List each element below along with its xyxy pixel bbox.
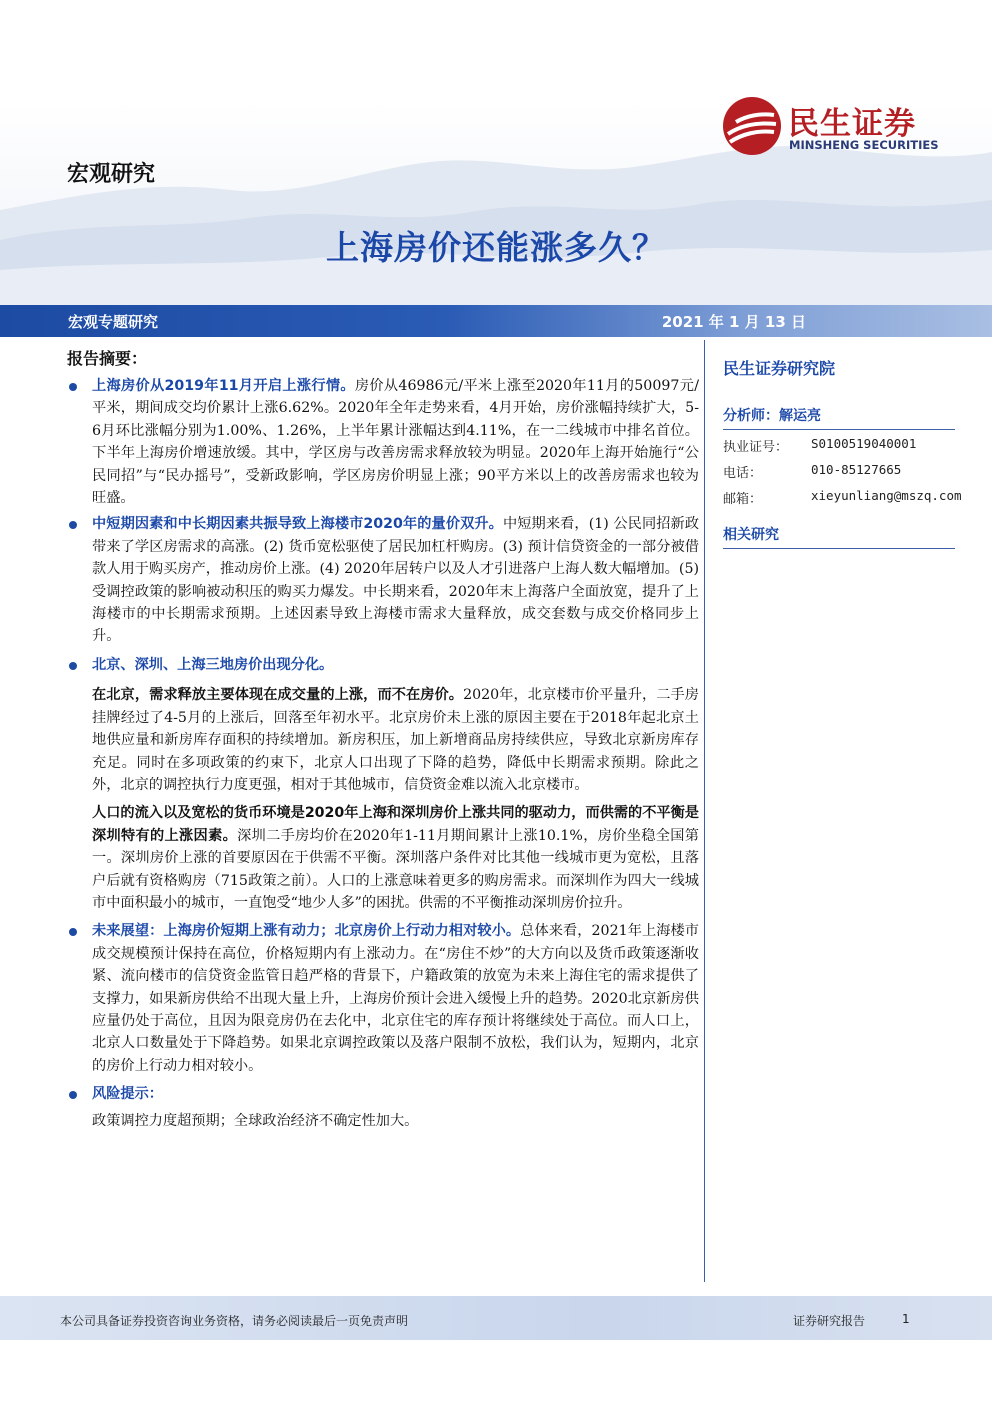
risk-text: 政策调控力度超预期；全球政治经济不确定性加大。 <box>92 1112 419 1129</box>
sub-paragraph <box>92 802 699 914</box>
footer-disclaimer: 本公司具备证券投资咨询业务资格，请务必阅读最后一页免责声明 <box>60 1314 409 1328</box>
email-link[interactable]: xieyunliang@mszq.com <box>811 488 962 503</box>
sub-paragraph <box>92 684 699 796</box>
summary-bullet <box>67 513 699 647</box>
related-research-heading: 相关研究 <box>723 524 955 549</box>
section-label: 宏观研究 <box>67 162 156 187</box>
sidebar <box>723 356 962 549</box>
bullet-icon <box>69 521 77 529</box>
footer-label: 证券研究报告 <box>793 1314 866 1328</box>
analyst-email-row[interactable] <box>723 488 962 514</box>
summary-bullet <box>67 375 699 509</box>
summary-bullet <box>67 920 699 1077</box>
bullet-icon <box>69 928 77 936</box>
page-footer <box>0 1296 992 1340</box>
sub-paragraph-lead: 人口的流入以及宽松的货币环境是2020年上海和深圳房价上涨共同的驱动力，而供需的不平衡是深圳特有的上涨因素。 <box>92 805 699 844</box>
bullet-lead: 风险提示： <box>92 1086 163 1103</box>
brand-name-en: MINSHENG SECURITIES <box>789 138 939 152</box>
analyst-name: 分析师：解运亮 <box>723 405 955 430</box>
bullet-icon <box>69 383 77 391</box>
row-key: 电话： <box>723 466 763 481</box>
column-divider <box>704 340 705 1282</box>
summary-bullet <box>67 1083 699 1105</box>
row-key: 执业证号： <box>723 440 789 455</box>
row-value: 010-85127665 <box>811 462 902 477</box>
report-title: 上海房价还能涨多久？ <box>326 228 666 267</box>
bullet-icon <box>69 662 77 670</box>
bullet-text: 总体来看，2021年上海楼市成交规模预计保持在高位，价格短期内有上涨动力。在“房住不炒”的大方向以及货币政策逐渐收紧、流向楼市的信贷资金监管日趋严格的背景下，户籍政策的放宽为未来上海住宅的需求提供了支撑力，如果新房供给不出现大量上升，上海房价预计会进入缓慢上升的趋势。2020北京新房供应量仍处于高位，且因为限竞房仍在去化中，北京住宅的库存预计将继续处于高位。而人口上，北京人口数量处于下降趋势。如果北京调控政策以及落户限制不放松，我们认为，短期内，北京的房价上行动力相对较小。 <box>92 923 699 1074</box>
bullet-text: 房价从46986元/平米上涨至2020年11月的50097元/平米，期间成交均价累计上涨6.62%。2020年全年走势来看，4月开始，房价涨幅持续扩大，5-6月环比涨幅分别为1.00%、1.26%，上半年累计涨幅达到4.11%，在一二线城市中排名首位。下半年上海房价增速放缓。其中，学区房与改善房需求释放较为明显。2020年上海开始施行“公民同招”与“民办摇号”，受新政影响，学区房房价明显上涨；90平方米以上的改善房需求也较为旺盛。 <box>92 378 699 507</box>
minsheng-logo-icon <box>722 96 782 156</box>
research-institute: 民生证券研究院 <box>723 359 836 378</box>
summary-body <box>67 375 699 1132</box>
report-type-bar <box>0 305 992 337</box>
bullet-icon <box>69 1091 77 1099</box>
report-type: 宏观专题研究 <box>68 313 159 331</box>
summary-heading: 报告摘要： <box>67 349 148 368</box>
analyst-license-row <box>723 436 959 462</box>
bullet-lead: 上海房价从2019年11月开启上涨行情。 <box>92 378 355 394</box>
bullet-lead: 北京、深圳、上海三地房价出现分化。 <box>92 656 334 673</box>
analyst-phone-row <box>723 462 959 488</box>
sub-paragraph-lead: 在北京，需求释放主要体现在成交量的上涨，而不在房价。 <box>92 687 464 704</box>
brand-logo <box>722 96 952 156</box>
row-key: 邮箱： <box>723 492 763 507</box>
summary-bullet <box>67 654 699 676</box>
bullet-lead: 未来展望：上海房价短期上涨有动力；北京房价上行动力相对较小。 <box>92 923 521 940</box>
bullet-text: 中短期来看，(1) 公民同招新政带来了学区房需求的高涨。(2) 货币宽松驱使了居民加杠杆购房。(3) 预计信贷资金的一部分被借款人用于购买房产，推动房价上涨。(4) 2020年居转户以及人才引进落户上海人数大幅增加。(5) 受调控政策的影响被动积压的购买力爆发。中长期来看，2020年末上海落户全面放宽，提升了上海楼市的中长期需求预期。上述因素导致上海楼市需求大量释放，成交套数与成交价格同步上升。 <box>92 516 700 645</box>
brand-name-cn: 民生证券 <box>788 106 916 142</box>
report-date: 2021 年 1 月 13 日 <box>661 313 806 331</box>
sub-paragraph-text: 2020年，北京楼市价平量升，二手房挂牌经过了4-5月的上涨后，回落至年初水平。北京房价未上涨的原因主要在于2018年起北京土地供应量和新房库存面积的持续增加。新房积压，加上新增商品房持续供应，导致北京新房库存充足。同时在多项政策的约束下，北京人口出现了下降的趋势，降低中长期需求预期。除此之外，北京的调控执行力度更强，相对于其他城市，信贷资金难以流入北京楼市。 <box>92 687 699 793</box>
page-number: 1 <box>902 1312 910 1326</box>
bullet-lead: 中短期因素和中长期因素共振导致上海楼市2020年的量价双升。 <box>92 516 503 533</box>
sub-paragraph-text: 深圳二手房均价在2020年1-11月期间累计上涨10.1%，房价坐稳全国第一。深圳房价上涨的首要原因在于供需不平衡。深圳落户条件对比其他一线城市更为宽松，且落户后就有资格购房（715政策之前）。人口的上涨意味着更多的购房需求。而深圳作为四大一线城市中面积最小的城市，一直饱受“地少人多”的困扰。供需的不平衡推动深圳房价拉升。 <box>92 827 699 911</box>
row-value: S0100519040001 <box>811 436 917 451</box>
